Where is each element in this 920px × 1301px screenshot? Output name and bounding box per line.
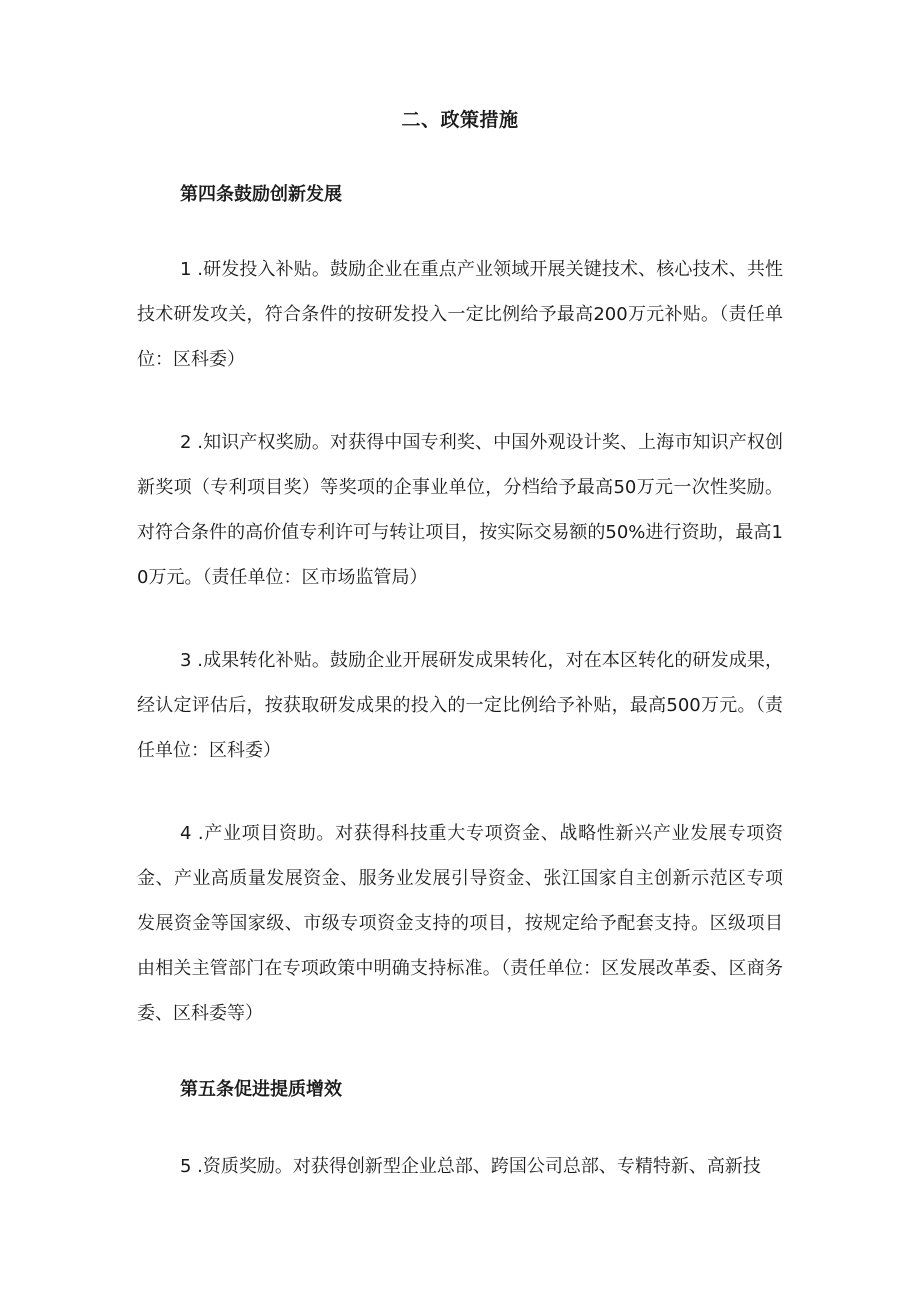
paragraph-item-5: 5 .资质奖励。对获得创新型企业总部、跨国公司总部、专精特新、高新技 bbox=[180, 1156, 761, 1177]
paragraph-item-1: 1 .研发投入补贴。鼓励企业在重点产业领域开展关键技术、核心技术、共性技术研发攻关，符合条件的按研发投入一定比例给予最高200万元补贴。（责任单位：区科委） bbox=[137, 259, 783, 370]
article-heading-5: 第五条促进提质增效 bbox=[180, 1079, 342, 1100]
paragraph-item-3: 3 .成果转化补贴。鼓励企业开展研发成果转化，对在本区转化的研发成果，经认定评估后，按获取研发成果的投入的一定比例给予补贴，最高500万元。（责任单位：区科委） bbox=[137, 650, 783, 761]
article-heading-4: 第四条鼓励创新发展 bbox=[180, 184, 342, 205]
section-title: 二、政策措施 bbox=[401, 109, 519, 131]
paragraph-item-4: 4 .产业项目资助。对获得科技重大专项资金、战略性新兴产业发展专项资金、产业高质量发展资金、服务业发展引导资金、张江国家自主创新示范区专项发展资金等国家级、市级专项资金支持的项目，按规定给予配套支持。区级项目由相关主管部门在专项政策中明确支持标准。（责任单位：区发展改革委、区商务委、区科委等） bbox=[137, 823, 783, 1024]
paragraph-item-2: 2 .知识产权奖励。对获得中国专利奖、中国外观设计奖、上海市知识产权创新奖项（专利项目奖）等奖项的企事业单位，分档给予最高50万元一次性奖励。对符合条件的高价值专利许可与转让项目，按实际交易额的50%进行资助，最高10万元。（责任单位：区市场监管局） bbox=[137, 432, 783, 588]
